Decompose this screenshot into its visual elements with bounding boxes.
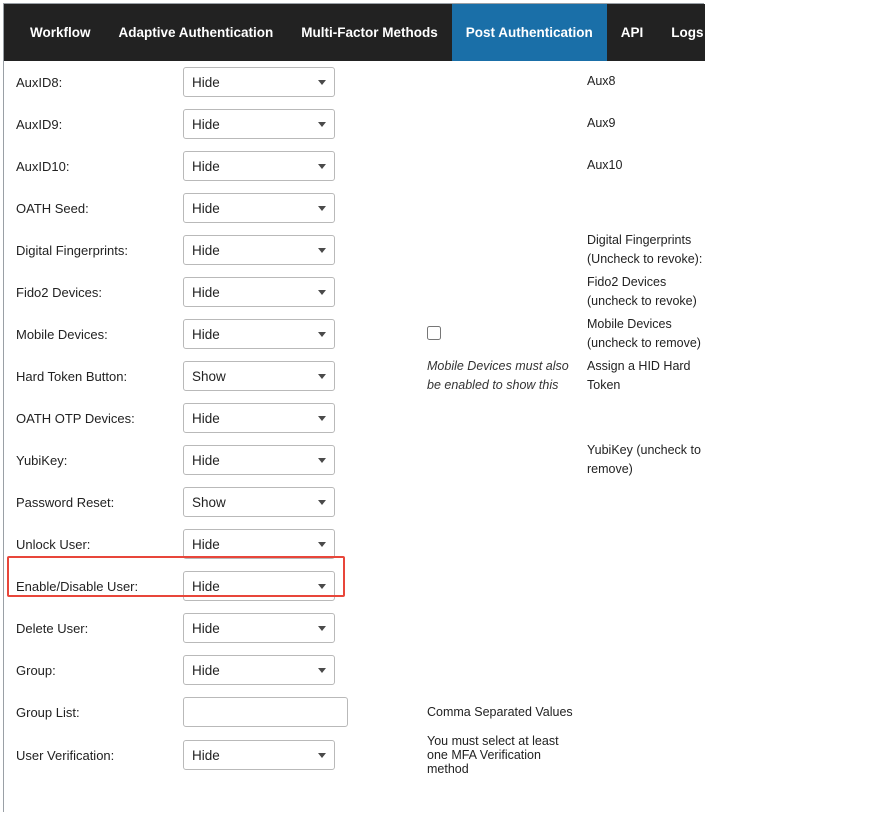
dropdown-yubikey[interactable]	[183, 445, 335, 475]
field-mid-mobile-devices	[419, 313, 583, 355]
field-note-auxid9: Aux9	[587, 116, 616, 131]
table-row	[4, 355, 705, 397]
select-wrapper	[183, 193, 335, 223]
top-navigation-bar	[4, 4, 874, 61]
field-control-oath-seed	[172, 187, 419, 229]
dropdown-enable-disable-user[interactable]	[183, 571, 335, 601]
table-row	[4, 229, 705, 271]
field-control-auxid8	[172, 61, 419, 103]
field-control-mobile-devices	[172, 313, 419, 355]
field-mid-auxid8	[419, 61, 583, 103]
dropdown-hard-token-button[interactable]	[183, 361, 335, 391]
nav-item-api[interactable]: API	[620, 25, 644, 40]
table-row	[4, 691, 705, 733]
table-row	[4, 145, 705, 187]
field-control-fido2-devices	[172, 271, 419, 313]
group-list-input[interactable]	[183, 697, 348, 727]
table-row	[4, 565, 705, 607]
nav-item-workflow[interactable]: Workflow	[30, 25, 91, 40]
field-mid-auxid9	[419, 103, 583, 145]
dropdown-delete-user[interactable]	[183, 613, 335, 643]
field-label-digital-fingerprints: Digital Fingerprints:	[16, 242, 128, 258]
select-wrapper	[183, 445, 335, 475]
dropdown-group[interactable]	[183, 655, 335, 685]
field-note-yubikey: YubiKey (uncheck to remove)	[587, 442, 701, 476]
table-row	[4, 481, 705, 523]
select-wrapper	[183, 740, 335, 770]
field-note-auxid8: Aux8	[587, 74, 616, 89]
dropdown-oath-seed[interactable]	[183, 193, 335, 223]
nav-item-logs[interactable]: Logs	[671, 25, 704, 40]
select-wrapper	[183, 277, 335, 307]
table-row	[4, 313, 705, 355]
select-wrapper	[183, 403, 335, 433]
field-label-group: Group:	[16, 662, 56, 678]
field-label-password-reset: Password Reset:	[16, 494, 115, 510]
field-control-hard-token-button	[172, 355, 419, 397]
field-note-unlock-user	[583, 523, 705, 565]
dropdown-unlock-user[interactable]	[183, 529, 335, 559]
field-label-delete-user: Delete User:	[16, 620, 89, 636]
field-note-fido2-devices: Fido2 Devices (uncheck to revoke)	[587, 274, 697, 308]
field-mid-unlock-user	[419, 523, 583, 565]
dropdown-digital-fingerprints[interactable]	[183, 235, 335, 265]
field-label-group-list: Group List:	[16, 704, 80, 720]
table-row	[4, 187, 705, 229]
table-row	[4, 61, 705, 103]
field-label-unlock-user: Unlock User:	[16, 536, 91, 552]
field-note-password-reset	[583, 481, 705, 523]
select-wrapper	[183, 655, 335, 685]
field-label-auxid10: AuxID10:	[16, 158, 70, 174]
field-note-hard-token-button: Assign a HID Hard Token	[587, 358, 691, 392]
field-note-mobile-devices: Mobile Devices (uncheck to remove)	[587, 316, 701, 350]
field-control-group	[172, 649, 419, 691]
browser-window	[3, 3, 874, 812]
field-control-group-list	[172, 691, 419, 733]
table-row	[4, 523, 705, 565]
nav-item-post-authentication[interactable]: Post Authentication	[452, 4, 607, 61]
select-wrapper	[183, 235, 335, 265]
field-note-digital-fingerprints: Digital Fingerprints (Uncheck to revoke):	[587, 232, 703, 266]
select-wrapper	[183, 67, 335, 97]
table-row	[4, 733, 705, 777]
select-wrapper	[183, 151, 335, 181]
settings-form-table	[4, 61, 705, 777]
field-control-yubikey	[172, 439, 419, 481]
table-row	[4, 271, 705, 313]
field-note-oath-seed	[583, 187, 705, 229]
field-note-group-list	[583, 691, 705, 733]
dropdown-auxid9[interactable]	[183, 109, 335, 139]
field-control-auxid9	[172, 103, 419, 145]
field-mid-digital-fingerprints	[419, 229, 583, 271]
field-label-auxid9: AuxID9:	[16, 116, 63, 132]
select-wrapper	[183, 361, 335, 391]
field-control-auxid10	[172, 145, 419, 187]
nav-item-edge-left[interactable]	[4, 4, 16, 61]
field-note-enable-disable-user	[583, 565, 705, 607]
checkbox-mobile-devices[interactable]	[427, 326, 441, 340]
select-wrapper	[183, 109, 335, 139]
select-wrapper	[183, 319, 335, 349]
field-mid-delete-user	[419, 607, 583, 649]
select-wrapper	[183, 529, 335, 559]
post-authentication-settings-panel	[4, 61, 705, 813]
select-wrapper	[183, 571, 335, 601]
field-label-oath-otp-devices: OATH OTP Devices:	[16, 410, 135, 426]
dropdown-auxid10[interactable]	[183, 151, 335, 181]
field-note-auxid10: Aux10	[587, 158, 623, 173]
field-control-oath-otp-devices	[172, 397, 419, 439]
field-control-user-verification	[172, 733, 419, 777]
field-mid-fido2-devices	[419, 271, 583, 313]
table-row	[4, 397, 705, 439]
field-mid-hard-token-button: Mobile Devices must also be enabled to show this	[427, 359, 569, 392]
dropdown-user-verification[interactable]	[183, 740, 335, 770]
field-mid-oath-otp-devices	[419, 397, 583, 439]
field-mid-yubikey	[419, 439, 583, 481]
dropdown-auxid8[interactable]	[183, 67, 335, 97]
field-mid-enable-disable-user	[419, 565, 583, 607]
dropdown-password-reset[interactable]	[183, 487, 335, 517]
field-label-user-verification: User Verification:	[16, 747, 115, 763]
field-mid-password-reset	[419, 481, 583, 523]
dropdown-fido2-devices[interactable]	[183, 277, 335, 307]
field-label-mobile-devices: Mobile Devices:	[16, 326, 108, 342]
table-row	[4, 607, 705, 649]
table-row	[4, 649, 705, 691]
nav-item-adaptive-authentication[interactable]: Adaptive Authentication	[118, 25, 274, 40]
field-control-digital-fingerprints	[172, 229, 419, 271]
field-mid-oath-seed	[419, 187, 583, 229]
field-note-group	[583, 649, 705, 691]
nav-item-multi-factor-methods[interactable]: Multi-Factor Methods	[301, 25, 438, 40]
select-wrapper	[183, 613, 335, 643]
field-note-delete-user	[583, 607, 705, 649]
field-mid-group	[419, 649, 583, 691]
field-mid-auxid10	[419, 145, 583, 187]
dropdown-oath-otp-devices[interactable]	[183, 403, 335, 433]
field-label-auxid8: AuxID8:	[16, 74, 63, 90]
nav-item-logout[interactable]: Logout	[828, 25, 874, 40]
field-control-delete-user	[172, 607, 419, 649]
field-label-yubikey: YubiKey:	[16, 452, 68, 468]
field-control-unlock-user	[172, 523, 419, 565]
table-row	[4, 103, 705, 145]
table-row	[4, 439, 705, 481]
dropdown-mobile-devices[interactable]	[183, 319, 335, 349]
field-label-hard-token-button: Hard Token Button:	[16, 368, 128, 384]
nav-item-system-info[interactable]: System Info	[731, 25, 809, 40]
field-control-enable-disable-user	[172, 565, 419, 607]
field-label-oath-seed: OATH Seed:	[16, 200, 89, 216]
field-mid-user-verification: You must select at least one MFA Verification method	[427, 734, 559, 776]
field-note-oath-otp-devices	[583, 397, 705, 439]
field-label-fido2-devices: Fido2 Devices:	[16, 284, 102, 300]
field-note-user-verification	[583, 733, 705, 777]
field-label-enable-disable-user: Enable/Disable User:	[16, 578, 139, 594]
select-wrapper	[183, 487, 335, 517]
field-mid-group-list: Comma Separated Values	[427, 705, 573, 719]
field-control-password-reset	[172, 481, 419, 523]
